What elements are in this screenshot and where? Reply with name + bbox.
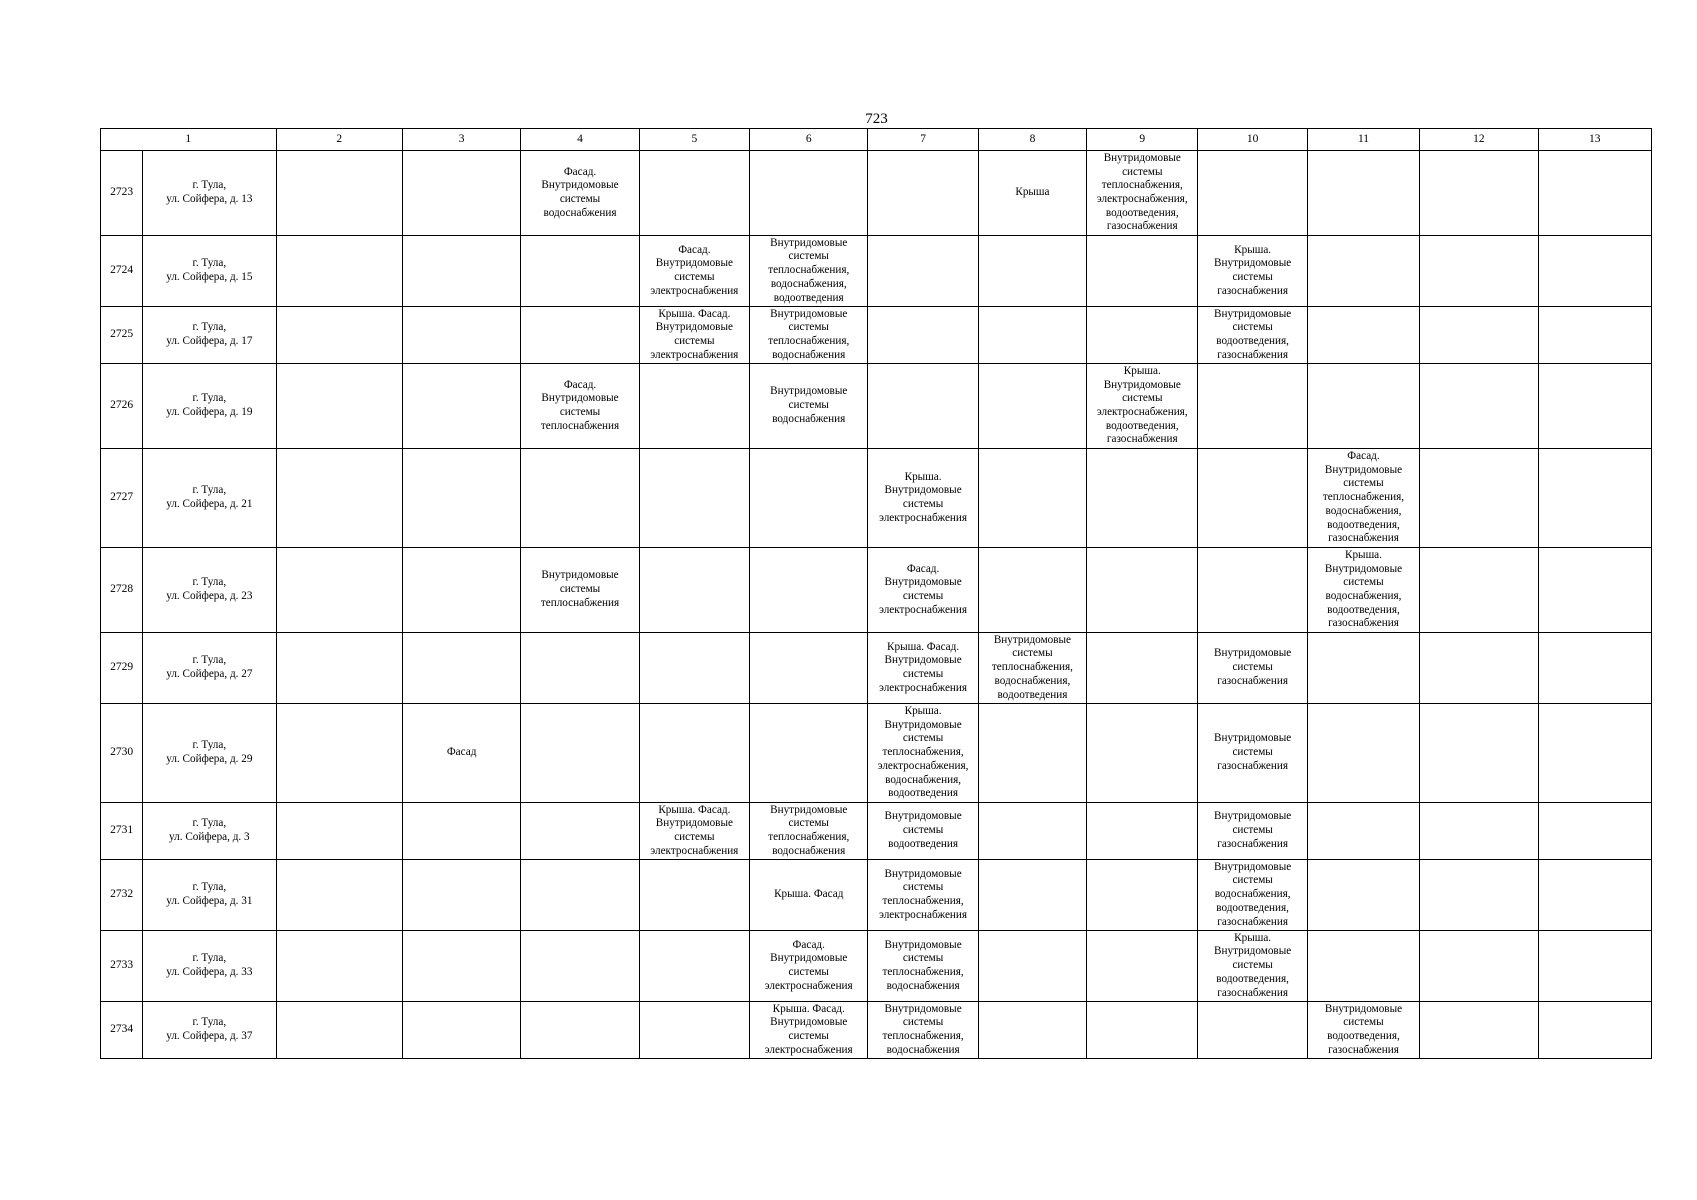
work-cell-col-13 [1538,1002,1651,1059]
work-cell-col-7: Крыша. Фасад. Внутридомовые системы электроснабжения [868,633,978,704]
work-cell-col-9 [1087,236,1198,307]
work-cell-col-5 [639,548,749,633]
row-number: 2732 [101,860,143,931]
work-cell-col-12 [1420,236,1538,307]
work-cell-col-6: Внутридомовые системы теплоснабжения, водоснабжения [750,307,868,364]
work-cell-col-13 [1538,931,1651,1002]
work-cell-col-5 [639,704,749,803]
table-row [101,1002,1652,1059]
work-cell-col-11: Крыша. Внутридомовые системы водоснабжения, водоотведения, газоснабжения [1307,548,1419,633]
work-cell-col-11 [1307,307,1419,364]
table-row [101,307,1652,364]
work-cell-col-12 [1420,704,1538,803]
work-cell-col-4: Фасад. Внутридомовые системы водоснабжения [521,151,639,236]
work-cell-col-11 [1307,803,1419,860]
work-cell-col-4 [521,449,639,548]
work-cell-col-3 [402,633,520,704]
table-row [101,364,1652,449]
work-cell-col-12 [1420,633,1538,704]
work-cell-col-11 [1307,236,1419,307]
work-cell-col-5 [639,449,749,548]
table-row [101,548,1652,633]
work-cell-col-13 [1538,151,1651,236]
work-cell-col-5: Фасад. Внутридомовые системы электроснабжения [639,236,749,307]
address-cell: г. Тула, ул. Сойфера, д. 13 [143,151,276,236]
work-cell-col-6 [750,633,868,704]
work-cell-col-11: Внутридомовые системы водоотведения, газоснабжения [1307,1002,1419,1059]
column-header: 8 [978,129,1086,151]
address-cell: г. Тула, ул. Сойфера, д. 37 [143,1002,276,1059]
address-cell: г. Тула, ул. Сойфера, д. 19 [143,364,276,449]
work-cell-col-8 [978,449,1086,548]
work-schedule-table [100,128,1652,1059]
work-cell-col-10 [1198,1002,1307,1059]
row-number: 2729 [101,633,143,704]
work-cell-col-13 [1538,633,1651,704]
work-cell-col-12 [1420,307,1538,364]
work-cell-col-4 [521,307,639,364]
work-cell-col-4 [521,633,639,704]
table-row [101,860,1652,931]
work-cell-col-3 [402,931,520,1002]
table-row [101,151,1652,236]
work-cell-col-12 [1420,151,1538,236]
work-cell-col-5 [639,1002,749,1059]
work-cell-col-8: Крыша [978,151,1086,236]
column-header: 10 [1198,129,1307,151]
work-cell-col-7: Внутридомовые системы водоотведения [868,803,978,860]
work-cell-col-9 [1087,548,1198,633]
work-cell-col-2 [276,307,402,364]
work-cell-col-10 [1198,449,1307,548]
page-number: 723 [865,111,888,127]
work-cell-col-12 [1420,1002,1538,1059]
work-cell-col-2 [276,860,402,931]
row-number: 2733 [101,931,143,1002]
work-cell-col-10: Крыша. Внутридомовые системы водоотведения, газоснабжения [1198,931,1307,1002]
work-cell-col-3 [402,364,520,449]
work-cell-col-10: Внутридомовые системы газоснабжения [1198,633,1307,704]
work-cell-col-12 [1420,931,1538,1002]
work-cell-col-2 [276,548,402,633]
work-cell-col-3 [402,449,520,548]
work-cell-col-5 [639,633,749,704]
work-cell-col-8 [978,1002,1086,1059]
work-cell-col-3 [402,151,520,236]
work-cell-col-13 [1538,364,1651,449]
address-cell: г. Тула, ул. Сойфера, д. 3 [143,803,276,860]
work-cell-col-2 [276,931,402,1002]
work-cell-col-11 [1307,151,1419,236]
table-row [101,931,1652,1002]
work-cell-col-7 [868,151,978,236]
row-number: 2725 [101,307,143,364]
work-cell-col-13 [1538,449,1651,548]
work-cell-col-6: Внутридомовые системы водоснабжения [750,364,868,449]
work-cell-col-6: Крыша. Фасад [750,860,868,931]
column-header: 3 [402,129,520,151]
work-cell-col-9 [1087,449,1198,548]
column-header: 2 [276,129,402,151]
work-cell-col-10 [1198,151,1307,236]
work-cell-col-10: Внутридомовые системы водоотведения, газоснабжения [1198,307,1307,364]
work-cell-col-13 [1538,236,1651,307]
work-cell-col-6: Внутридомовые системы теплоснабжения, водоснабжения, водоотведения [750,236,868,307]
work-cell-col-11 [1307,860,1419,931]
work-cell-col-3 [402,860,520,931]
table-row [101,633,1652,704]
work-cell-col-12 [1420,860,1538,931]
work-cell-col-6: Фасад. Внутридомовые системы электроснабжения [750,931,868,1002]
work-cell-col-9 [1087,1002,1198,1059]
work-cell-col-12 [1420,548,1538,633]
address-cell: г. Тула, ул. Сойфера, д. 31 [143,860,276,931]
table-body [101,129,1652,1059]
address-cell: г. Тула, ул. Сойфера, д. 27 [143,633,276,704]
work-cell-col-8 [978,931,1086,1002]
table-row [101,236,1652,307]
work-cell-col-13 [1538,307,1651,364]
work-cell-col-3 [402,1002,520,1059]
table-row [101,449,1652,548]
column-header: 13 [1538,129,1651,151]
work-cell-col-6 [750,449,868,548]
work-cell-col-6: Крыша. Фасад. Внутридомовые системы электроснабжения [750,1002,868,1059]
table-row [101,803,1652,860]
work-cell-col-5: Крыша. Фасад. Внутридомовые системы электроснабжения [639,307,749,364]
row-number: 2734 [101,1002,143,1059]
work-cell-col-4 [521,803,639,860]
work-cell-col-9 [1087,931,1198,1002]
work-cell-col-10: Внутридомовые системы газоснабжения [1198,803,1307,860]
address-cell: г. Тула, ул. Сойфера, д. 23 [143,548,276,633]
work-cell-col-7: Фасад. Внутридомовые системы электроснабжения [868,548,978,633]
work-cell-col-7 [868,307,978,364]
work-cell-col-12 [1420,364,1538,449]
address-cell: г. Тула, ул. Сойфера, д. 21 [143,449,276,548]
work-cell-col-5 [639,931,749,1002]
column-header: 7 [868,129,978,151]
work-cell-col-8: Внутридомовые системы теплоснабжения, водоснабжения, водоотведения [978,633,1086,704]
work-cell-col-4 [521,931,639,1002]
work-cell-col-2 [276,449,402,548]
work-cell-col-2 [276,803,402,860]
row-number: 2731 [101,803,143,860]
work-cell-col-2 [276,633,402,704]
address-cell: г. Тула, ул. Сойфера, д. 29 [143,704,276,803]
row-number: 2726 [101,364,143,449]
address-cell: г. Тула, ул. Сойфера, д. 17 [143,307,276,364]
work-cell-col-11: Фасад. Внутридомовые системы теплоснабжения, водоснабжения, водоотведения, газоснабжения [1307,449,1419,548]
work-cell-col-7: Внутридомовые системы теплоснабжения, водоснабжения [868,1002,978,1059]
work-cell-col-4: Внутридомовые системы теплоснабжения [521,548,639,633]
work-cell-col-11 [1307,931,1419,1002]
work-cell-col-8 [978,548,1086,633]
work-cell-col-9 [1087,704,1198,803]
work-cell-col-11 [1307,364,1419,449]
row-number: 2730 [101,704,143,803]
work-cell-col-5 [639,151,749,236]
work-cell-col-7: Крыша. Внутридомовые системы электроснабжения [868,449,978,548]
row-number: 2724 [101,236,143,307]
work-cell-col-4: Фасад. Внутридомовые системы теплоснабжения [521,364,639,449]
column-header: 5 [639,129,749,151]
work-cell-col-11 [1307,633,1419,704]
column-header: 1 [101,129,277,151]
work-cell-col-10: Внутридомовые системы водоснабжения, водоотведения, газоснабжения [1198,860,1307,931]
work-cell-col-4 [521,704,639,803]
column-header: 12 [1420,129,1538,151]
work-cell-col-5 [639,860,749,931]
work-cell-col-2 [276,151,402,236]
work-cell-col-4 [521,860,639,931]
work-cell-col-3 [402,548,520,633]
work-cell-col-10 [1198,364,1307,449]
work-cell-col-13 [1538,860,1651,931]
work-cell-col-5: Крыша. Фасад. Внутридомовые системы электроснабжения [639,803,749,860]
work-cell-col-4 [521,236,639,307]
header-row [101,129,1652,151]
work-cell-col-6 [750,548,868,633]
work-cell-col-13 [1538,548,1651,633]
work-cell-col-9 [1087,633,1198,704]
row-number: 2727 [101,449,143,548]
work-cell-col-2 [276,1002,402,1059]
work-cell-col-2 [276,236,402,307]
work-cell-col-7: Внутридомовые системы теплоснабжения, электроснабжения [868,860,978,931]
work-cell-col-12 [1420,803,1538,860]
work-cell-col-8 [978,704,1086,803]
work-cell-col-8 [978,803,1086,860]
work-cell-col-10 [1198,548,1307,633]
work-cell-col-10: Крыша. Внутридомовые системы газоснабжения [1198,236,1307,307]
work-cell-col-3 [402,307,520,364]
work-cell-col-3 [402,236,520,307]
work-cell-col-13 [1538,803,1651,860]
work-cell-col-2 [276,364,402,449]
work-cell-col-8 [978,307,1086,364]
work-cell-col-9: Крыша. Внутридомовые системы электроснабжения, водоотведения, газоснабжения [1087,364,1198,449]
work-cell-col-8 [978,236,1086,307]
work-cell-col-9 [1087,307,1198,364]
work-cell-col-10: Внутридомовые системы газоснабжения [1198,704,1307,803]
address-cell: г. Тула, ул. Сойфера, д. 33 [143,931,276,1002]
table-row [101,704,1652,803]
work-cell-col-6: Внутридомовые системы теплоснабжения, водоснабжения [750,803,868,860]
column-header: 11 [1307,129,1419,151]
column-header: 4 [521,129,639,151]
work-cell-col-13 [1538,704,1651,803]
work-cell-col-2 [276,704,402,803]
work-cell-col-11 [1307,704,1419,803]
work-cell-col-8 [978,860,1086,931]
column-header: 9 [1087,129,1198,151]
work-cell-col-5 [639,364,749,449]
work-cell-col-12 [1420,449,1538,548]
work-cell-col-6 [750,704,868,803]
work-cell-col-9 [1087,860,1198,931]
work-cell-col-7: Внутридомовые системы теплоснабжения, водоснабжения [868,931,978,1002]
work-cell-col-3 [402,803,520,860]
work-cell-col-7 [868,236,978,307]
work-cell-col-7 [868,364,978,449]
work-cell-col-3: Фасад [402,704,520,803]
work-cell-col-7: Крыша. Внутридомовые системы теплоснабжения, электроснабжения, водоснабжения, водоотведения [868,704,978,803]
work-cell-col-4 [521,1002,639,1059]
address-cell: г. Тула, ул. Сойфера, д. 15 [143,236,276,307]
row-number: 2728 [101,548,143,633]
work-cell-col-9 [1087,803,1198,860]
work-cell-col-8 [978,364,1086,449]
work-cell-col-9: Внутридомовые системы теплоснабжения, электроснабжения, водоотведения, газоснабжения [1087,151,1198,236]
column-header: 6 [750,129,868,151]
row-number: 2723 [101,151,143,236]
work-cell-col-6 [750,151,868,236]
